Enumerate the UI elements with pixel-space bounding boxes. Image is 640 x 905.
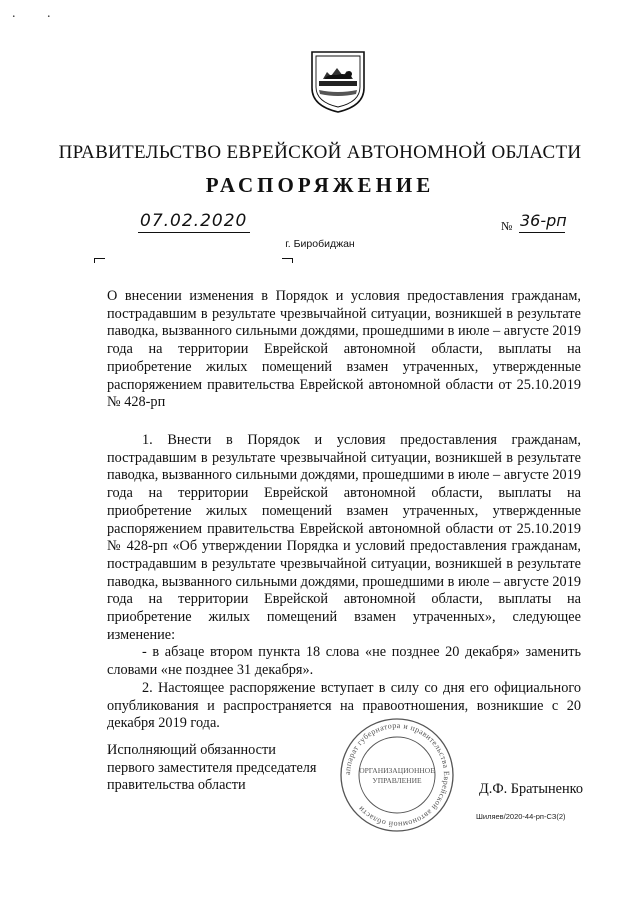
signatory-line-3: правительства области: [107, 777, 246, 794]
subject-corner-right: [282, 258, 293, 263]
document-subject: О внесении изменения в Порядок и условия предоставления гражданам, пострадавшим в результате чрезвычайной ситуации, возникшей в результате паводка, вызванного сильными дождями, прошедшими в июле – августе 2019 года на территории Еврейской автономной области, выплаты на приобретение жилых помещений взамен утраченных, утвержденные распоряжением правительства Еврейской автономной области от 25.10.2019 № 428-рп: [107, 288, 581, 411]
government-title: ПРАВИТЕЛЬСТВО ЕВРЕЙСКОЙ АВТОНОМНОЙ ОБЛАСТИ: [58, 142, 582, 163]
stamp-outer-text: аппарат губернатора и правительства Еврейской автономной области: [342, 720, 452, 830]
footer-code: Шиляев/2020-44-рп-СЗ(2): [476, 812, 566, 821]
document-body: [107, 432, 581, 733]
signatory-position: [107, 742, 317, 795]
document-date: 07.02.2020: [140, 211, 248, 231]
signatory-line-1: Исполняющий обязанности: [107, 742, 276, 758]
paragraph-1: 1. Внести в Порядок и условия предоставления гражданам, пострадавшим в результате чрезвычайной ситуации, возникшей в результате паводка, вызванного сильными дождями, прошедшими в июле – августе 2019 года на территории Еврейской автономной области, выплаты на приобретение жилых помещений взамен утраченных, утвержденные распоряжением правительства Еврейской автономной области от 25.10.2019 № 428-рп «Об утверждении Порядка и условий предоставления гражданам, пострадавшим в результате чрезвычайной ситуации, возникшей в результате паводка, вызванного сильными дождями, прошедшими в июле – августе 2019 года на территории Еврейской автономной области, выплаты на приобретение жилых помещений взамен утраченных», следующее изменение:: [107, 432, 581, 643]
document-type: РАСПОРЯЖЕНИЕ: [205, 173, 435, 197]
signatory-name: Д.Ф. Братыненко: [479, 781, 583, 797]
city: г. Биробиджан: [285, 238, 355, 250]
paragraph-3: 2. Настоящее распоряжение вступает в силу со дня его официального опубликования и распространяется на правоотношения, возникшие с 20 декабря 2019 года.: [107, 679, 581, 732]
paragraph-2: - в абзаце втором пункта 18 слова «не позднее 20 декабря» заменить словами «не позднее 31 декабря».: [107, 644, 581, 679]
document-number: 36-рп: [520, 211, 567, 230]
stamp-inner-line-1: ОРГАНИЗАЦИОННОЕ: [359, 766, 435, 775]
subject-corner-left: [94, 258, 105, 263]
date-underline: [138, 232, 250, 233]
number-label: №: [501, 219, 513, 233]
number-underline: [519, 232, 565, 233]
coat-of-arms-icon: [309, 48, 367, 114]
stamp-inner-line-2: УПРАВЛЕНИЕ: [372, 776, 422, 785]
official-stamp-icon: [338, 716, 456, 834]
scan-marks: . .: [12, 6, 65, 21]
signatory-line-2: первого заместителя председателя: [107, 759, 317, 776]
